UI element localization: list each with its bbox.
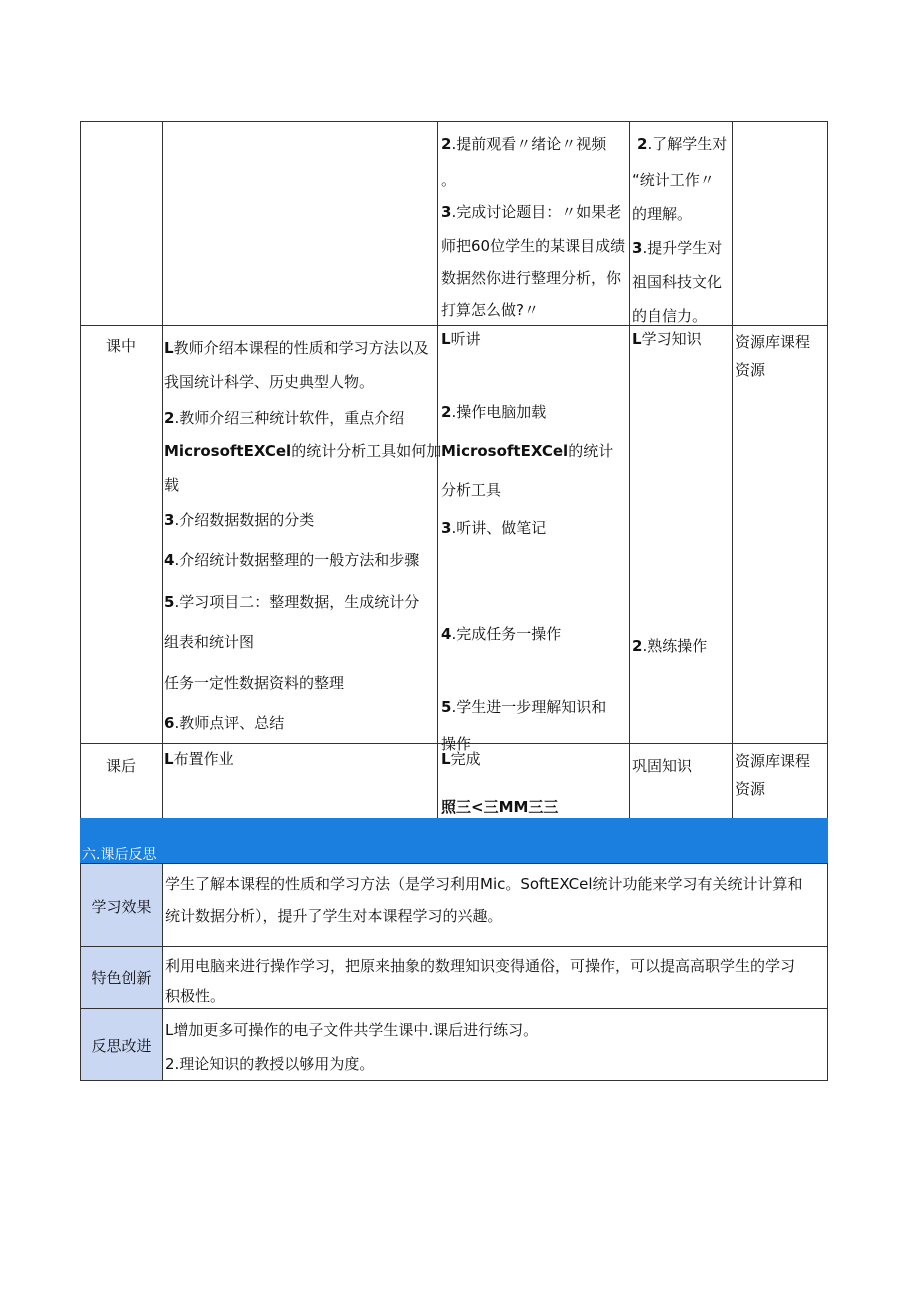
reflection-text: 统计数据分析），提升了学生对本课程学习的兴趣。 [165, 907, 503, 925]
grid-line [80, 1008, 828, 1009]
student-line: 照三<三MM三三 [441, 798, 559, 816]
resource-line: 资源 [735, 361, 766, 379]
goal-line: 2.了解学生对 [637, 135, 728, 153]
grid-line [80, 121, 828, 122]
reflection-label: 特色创新 [91, 969, 152, 987]
resource-line: 资源库课程 [735, 333, 811, 351]
reflection-text: 利用电脑来进行操作学习，把原来抽象的数理知识变得通俗，可操作，可以提高高职学生的学习 [165, 957, 796, 975]
section-title: 六.课后反思 [82, 847, 157, 863]
goal-line: L学习知识 [632, 330, 702, 348]
reflection-text: 2.理论知识的教授以够用为度。 [165, 1055, 375, 1073]
resource-line: 资源库课程 [735, 752, 811, 770]
grid-line [732, 121, 733, 818]
grid-line [827, 863, 828, 1081]
teacher-line: 3.介绍数据数据的分类 [164, 511, 315, 529]
grid-line [80, 325, 828, 326]
teacher-line: 2.教师介绍三种统计软件，重点介绍 [164, 409, 405, 427]
student-line: 数据然你进行整理分析，你 [441, 269, 622, 287]
goal-line: 的理解。 [632, 205, 693, 223]
grid-line [437, 121, 438, 818]
grid-line [80, 946, 828, 947]
grid-line [162, 121, 163, 818]
student-line: 4.完成任务一操作 [441, 625, 562, 643]
student-line: L完成 [441, 750, 481, 768]
goal-line: 的自信力。 [632, 307, 708, 325]
teacher-line: 6.教师点评、总结 [164, 714, 285, 732]
goal-line: “统计工作〃 [632, 171, 715, 189]
teacher-line: L布置作业 [164, 750, 234, 768]
teacher-line: L教师介绍本课程的性质和学习方法以及 [164, 339, 429, 357]
student-line: 3.完成讨论题目：〃如果老 [441, 203, 622, 221]
teacher-line: 我国统计科学、历史典型人物。 [164, 373, 375, 391]
student-line: 3.听讲、做笔记 [441, 519, 547, 537]
student-line: 。 [441, 171, 457, 189]
goal-line: 巩固知识 [632, 757, 693, 775]
grid-line [80, 121, 81, 818]
student-line: L听讲 [441, 330, 481, 348]
teacher-line: MicrosoftEXCel的统计分析工具如何加 [164, 442, 442, 460]
stage-label: 课中 [105, 337, 136, 355]
stage-label: 课后 [105, 757, 136, 775]
reflection-text: 积极性。 [165, 987, 226, 1005]
goal-line: 2.熟练操作 [632, 637, 708, 655]
student-line: 打算怎么做?〃 [441, 301, 539, 319]
grid-line [629, 121, 630, 818]
grid-line [162, 863, 163, 1081]
student-line: MicrosoftEXCel的统计 [441, 442, 614, 460]
student-line: 分析工具 [441, 481, 502, 499]
reflection-text: L增加更多可操作的电子文件共学生课中.课后进行练习。 [165, 1021, 539, 1039]
student-line: 2.提前观看〃绪论〃视频 [441, 135, 607, 153]
teacher-line: 组表和统计图 [164, 633, 255, 651]
section-banner [80, 818, 828, 863]
teacher-line: 4.介绍统计数据整理的一般方法和步骤 [164, 551, 420, 569]
goal-line: 3.提升学生对 [632, 239, 723, 257]
reflection-label: 学习效果 [91, 898, 152, 916]
grid-line [80, 863, 828, 864]
grid-line [827, 121, 828, 818]
student-line: 2.操作电脑加载 [441, 403, 547, 421]
resource-line: 资源 [735, 780, 766, 798]
student-line: 5.学生进一步理解知识和 [441, 698, 607, 716]
teacher-line: 载 [164, 476, 180, 494]
teacher-line: 任务一定性数据资料的整理 [164, 674, 345, 692]
student-line: 操作 [441, 735, 472, 753]
teacher-line: 5.学习项目二：整理数据，生成统计分 [164, 593, 420, 611]
grid-line [80, 1080, 828, 1081]
goal-line: 祖国科技文化 [632, 273, 723, 291]
reflection-label: 反思改进 [91, 1037, 152, 1055]
reflection-text: 学生了解本课程的性质和学习方法（是学习利用Mic。SoftEXCel统计功能来学习有关统计计算和 [165, 875, 803, 893]
student-line: 师把60位学生的某课目成绩 [441, 237, 626, 255]
